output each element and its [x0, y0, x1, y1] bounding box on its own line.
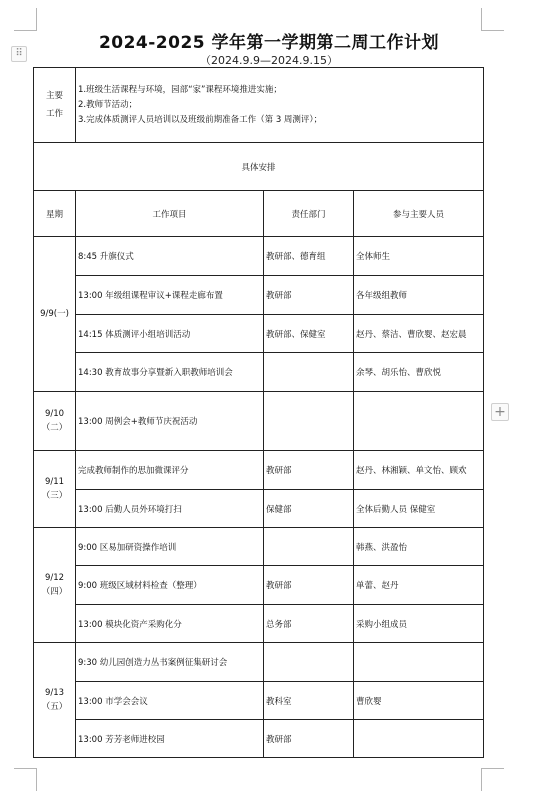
department-cell[interactable]	[264, 392, 354, 451]
participants-cell[interactable]: 全体师生	[354, 237, 484, 276]
main-work-item: 1.班级生活课程与环境，园部“家”课程环境推进实施；	[78, 84, 282, 95]
work-item-cell[interactable]: 13:00 模块化资产采购化分	[76, 605, 264, 643]
add-row-icon[interactable]: +	[491, 403, 509, 421]
day-cell: 9/11 （三）	[34, 451, 76, 528]
participants-cell[interactable]	[354, 643, 484, 682]
participants-cell[interactable]: 采购小组成员	[354, 605, 484, 643]
day-cell: 9/13 （五）	[34, 643, 76, 758]
department-cell[interactable]	[264, 353, 354, 392]
table-row	[34, 605, 484, 643]
work-item-cell[interactable]: 13:00 后勤人员外环境打扫	[76, 490, 264, 528]
department-cell[interactable]: 教研部	[264, 720, 354, 758]
work-item-cell[interactable]: 14:30 教育故事分享暨新入职教师培训会	[76, 353, 264, 392]
department-cell[interactable]: 教研部、德育组	[264, 237, 354, 276]
participants-cell[interactable]	[354, 720, 484, 758]
participants-cell[interactable]: 赵丹、蔡洁、曹欣婴、赵宏晨	[354, 315, 484, 353]
work-item-cell[interactable]: 8:45 升旗仪式	[76, 237, 264, 276]
page-title: 2024-2025 学年第一学期第二周工作计划	[98, 33, 440, 53]
work-item-cell[interactable]: 9:30 幼儿园创造力丛书案例征集研讨会	[76, 643, 264, 682]
work-item-cell[interactable]: 13:00 市学会会议	[76, 682, 264, 720]
header-dept: 责任部门	[264, 191, 354, 237]
table-row	[34, 315, 484, 353]
table-row	[34, 566, 484, 605]
participants-cell[interactable]: 韩燕、洪盈怡	[354, 528, 484, 566]
main-work-label: 主要 工作	[34, 68, 76, 143]
table-row	[34, 682, 484, 720]
schedule-body	[34, 237, 484, 758]
department-cell[interactable]: 教研部、保健室	[264, 315, 354, 353]
work-item-cell[interactable]: 14:15 体质测评小组培训活动	[76, 315, 264, 353]
crop-mark-bottom-right	[481, 768, 504, 791]
participants-cell[interactable]	[354, 392, 484, 451]
table-row	[34, 353, 484, 392]
table-row	[34, 276, 484, 315]
work-item-cell[interactable]: 9:00 区易加研资操作培训	[76, 528, 264, 566]
table-row	[34, 451, 484, 490]
work-item-cell[interactable]: 13:00 芳芳老师进校园	[76, 720, 264, 758]
header-people: 参与主要人员	[354, 191, 484, 237]
table-row	[34, 490, 484, 528]
department-cell[interactable]: 教科室	[264, 682, 354, 720]
header-day: 星期	[34, 191, 76, 237]
day-cell: 9/12 （四）	[34, 528, 76, 643]
department-cell[interactable]: 教研部	[264, 276, 354, 315]
department-cell[interactable]: 教研部	[264, 566, 354, 605]
table-row	[34, 237, 484, 276]
weekly-plan-table	[33, 67, 484, 758]
section-title: 具体安排	[34, 143, 484, 191]
table-row	[34, 528, 484, 566]
header-row	[34, 191, 484, 237]
crop-mark-bottom-left	[14, 768, 37, 791]
header-item: 工作项目	[76, 191, 264, 237]
table-row	[34, 720, 484, 758]
main-work-content[interactable]	[76, 68, 484, 143]
main-work-item: 3.完成体质测评人员培训以及班级前期准备工作（第 3 周测评）；	[78, 114, 323, 125]
department-cell[interactable]: 总务部	[264, 605, 354, 643]
work-item-cell[interactable]: 13:00 年级组课程审议+课程走廊布置	[76, 276, 264, 315]
participants-cell[interactable]: 曹欣婴	[354, 682, 484, 720]
work-item-cell[interactable]: 完成教师制作的思加微课评分	[76, 451, 264, 490]
work-item-cell[interactable]: 9:00 班级区域材料检查（整理）	[76, 566, 264, 605]
participants-cell[interactable]: 全体后勤人员 保健室	[354, 490, 484, 528]
table-row	[34, 392, 484, 451]
day-cell: 9/10 （二）	[34, 392, 76, 451]
department-cell[interactable]	[264, 643, 354, 682]
day-cell: 9/9(一)	[34, 237, 76, 392]
participants-cell[interactable]: 余琴、胡乐怡、曹欣悦	[354, 353, 484, 392]
department-cell[interactable]	[264, 528, 354, 566]
participants-cell[interactable]: 各年级组教师	[354, 276, 484, 315]
main-work-row	[34, 68, 484, 143]
drag-handle-icon[interactable]: ⠿	[11, 46, 27, 62]
department-cell[interactable]: 保健部	[264, 490, 354, 528]
participants-cell[interactable]: 单蕾、赵丹	[354, 566, 484, 605]
section-row	[34, 143, 484, 191]
table-row	[34, 643, 484, 682]
date-range: （2024.9.9—2024.9.15）	[200, 54, 338, 67]
participants-cell[interactable]: 赵丹、林湘颖、单文怡、顾欢	[354, 451, 484, 490]
main-work-item: 2.教师节活动；	[78, 99, 138, 110]
department-cell[interactable]: 教研部	[264, 451, 354, 490]
work-item-cell[interactable]: 13:00 周例会+教师节庆祝活动	[76, 392, 264, 451]
